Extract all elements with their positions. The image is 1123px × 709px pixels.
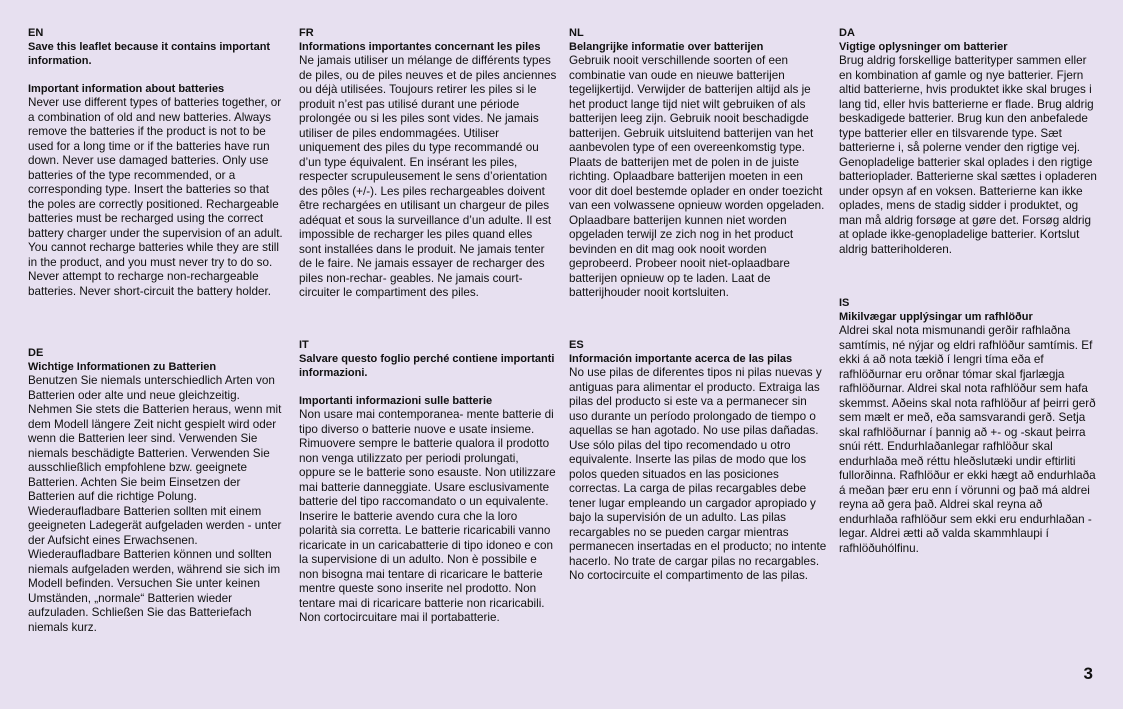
page-number: 3 — [1083, 664, 1093, 683]
body-text-nl: Gebruik nooit verschillende soorten of een combinatie van oude en nieuwe batterijen tegelijkertijd. Verwijder de batterijen altijd als je het product lange tijd niet wilt gebruiken of als batterijen leeg zijn. Gebruik nooit beschadigde batterijen. Gebruik uitsluitend batterijen van het aanbevolen type of een overeenkomstig type. Plaats de batterijen met de polen in de juiste richting. Oplaadbare batterijen moeten in een voor dit doel bestemde oplader en onder toezicht van een volwassene opnieuw worden opgeladen. Oplaadbare batterijen kunnen niet worden opgeladen terwijl ze zich nog in het product bevinden en dit mag ook nooit worden geprobeerd. Probeer nooit niet-oplaadbare batterijen opnieuw op te laden. Laat de batterijhouder nooit kortsluiten. — [569, 54, 825, 299]
heading-it: Importanti informazioni sulle batterie — [299, 395, 493, 407]
body-text-fr: Ne jamais utiliser un mélange de différents types de piles, ou de piles neuves et de piles anciennes ou déjà utilisées. Toujours retirer les piles si le produit n’est pas utilisé durant une période prolongée ou si les piles sont vides. Ne jamais utiliser de piles endommagées. Utiliser uniquement des piles du type recommandé ou d’un type équivalent. En insérant les piles, respecter scrupuleusement le sens d’orientation des pôles (+/-). Les piles rechargeables doivent être rechargées en utilisant un chargeur de piles adéquat et sous la surveillance d’un adulte. Il est impossible de recharger les piles quand elles sont installées dans le produit. Ne jamais tenter de le faire. Ne jamais essayer de recharger des piles non-rechar- geables. Ne jamais court-circuiter le compartiment des piles. — [299, 54, 557, 299]
language-code-it: IT — [299, 339, 309, 351]
body-text-da: Brug aldrig forskellige batterityper sammen eller en kombination af gamle og nye batterier. Fjern altid batterierne, hvis produktet ikke skal bruges i lang tid, eller hvis batterierne er flade. Brug aldrig beskadigede batterier. Brug kun den anbefalede type batterier eller en tilsvarende type. Sæt batterierne i, så polerne vender den rigtige vej. Genopladelige batterier skal oplades i den rigtige batterioplader. Batterierne skal sættes i opladeren under opsyn af en voksen. Batterierne kan ikke oplades, mens de stadig sidder i produktet, og man må aldrig forsøge at gøre det. Forsøg aldrig at oplade ikke-genopladelige batterier. Kortslut aldrig batteriholderen. — [839, 54, 1097, 256]
section-it — [299, 338, 557, 626]
heading-is: Mikilvægar upplýsingar um rafhlöður — [839, 311, 1033, 323]
section-is — [839, 296, 1101, 556]
section-es — [569, 338, 827, 584]
body-text-is: Aldrei skal nota mismunandi gerðir rafhlaðna samtímis, né nýjar og eldri rafhlöður samtímis. Ef ekki á að nota tækið í lengri tíma eða ef rafhlöðurnar eru orðnar tómar skal fjarlægja rafhlöðurnar. Aldrei skal nota rafhlöður sem hafa skemmst. Aðeins skal nota rafhlöður af þeirri gerð sem mælt er með, eða samsvarandi gerð. Setja skal rafhlöðurnar í þannig að +- og -skaut þeirra snúi rétt. Endurhlaðanlegar rafhlöður skal endurhlaða með réttu hleðslutæki undir eftirliti fullorðinna. Rafhlöður er ekki hægt að endurhlaða á meðan þær eru enn í vörunni og það má aldrei reyna að gera það. Aldrei skal reyna að endurhlaða rafhlöður sem ekki eru endurhlaðan -legar. Aldrei ætti að valda skammhlaupi í rafhlöðuhólfinu. — [839, 324, 1096, 555]
body-text-en: Never use different types of batteries together, or a combination of old and new batteries. Always remove the batteries if the product is not to be used for a long time or if the batteries have run down. Never use damaged batteries. Only use batteries of the type recommended, or a corresponding type. Insert the batteries so that the poles are correctly positioned. Rechargeable batteries must be recharged using the correct battery charger under the supervision of an adult. You cannot recharge batteries while they are still in the product, and you must never try to do so. Never attempt to recharge non-rechargeable batteries. Never short-circuit the battery holder. — [28, 96, 283, 298]
heading-en: Important information about batteries — [28, 83, 225, 95]
section-da — [839, 26, 1101, 257]
body-text-es: No use pilas de diferentes tipos ni pilas nuevas y antiguas para alimentar el producto. Extraiga las pilas del producto si este va a permanecer sin uso durante un período prolongado de tiempo o aquellas se han agotado. No use pilas dañadas. Use sólo pilas del tipo recomendado u otro equivalente. Inserte las pilas de modo que los polos queden situados en las posiciones correctas. La carga de pilas recargables debe tener lugar empleando un cargador apropiado y bajo la supervisión de un adulto. Las pilas recargables no se pueden cargar mientras permanecen insertadas en el producto; no intente hacerlo. No trate de cargar pilas no recargables. No cortocircuite el compartimento de las pilas. — [569, 366, 827, 582]
column-4 — [839, 26, 1101, 676]
column-1 — [28, 26, 286, 676]
section-fr — [299, 26, 557, 301]
language-code-de: DE — [28, 347, 44, 359]
language-code-da: DA — [839, 27, 855, 39]
section-en — [28, 26, 286, 299]
language-code-en: EN — [28, 27, 44, 39]
language-code-nl: NL — [569, 27, 584, 39]
heading-nl: Belangrijke informatie over batterijen — [569, 41, 764, 53]
heading-es: Información importante acerca de las pilas — [569, 353, 793, 365]
section-de — [28, 346, 286, 635]
body-text-de: Benutzen Sie niemals unterschiedlich Arten von Batterien oder alte und neue gleichzeitig. Nehmen Sie stets die Batterien heraus, wenn mit dem Modell längere Zeit nicht gespielt wird oder wenn die Batterien leer sind. Verwenden Sie niemals beschädigte Batterien. Verwenden Sie ausschließlich empfohlene bzw. geeignete Batterien. Achten Sie beim Einsetzen der Batterien auf die richtige Polung. Wiederaufladbare Batterien sollten mit einem geeigneten Ladegerät aufgeladen werden - unter der Aufsicht eines Erwachsenen. Wiederaufladbare Batterien können und sollten niemals aufgeladen werden, während sie sich im Modell befinden. Versuchen Sie unter keinen Umständen, „normale“ Batterien wieder aufzuladen. Schließen Sie das Batteriefach niemals kurz. — [28, 374, 282, 634]
column-3 — [569, 26, 827, 676]
body-text-it: Non usare mai contemporanea- mente batterie di tipo diverso o batterie nuove e usate insieme. Rimuovere sempre le batterie qualora il prodotto non venga utilizzato per periodi prolungati, oppure se le batterie sono esauste. Non utilizzare mai batterie danneggiate. Usare esclusivamente batterie del tipo raccomandato o un equivalente. Inserire le batterie avendo cura che la loro polarità sia corretta. Le batterie ricaricabili vanno ricaricate in un caricabatterie di tipo idoneo e con la supervisione di un adulto. Non è possibile e non bisogna mai tentare di ricaricare le batterie mentre queste sono inserite nel prodotto. Non tentare mai di ricaricare batterie non ricaricabili. Non cortocircuitare mai il portabatterie. — [299, 408, 556, 624]
section-nl — [569, 26, 827, 301]
language-code-is: IS — [839, 297, 850, 309]
heading-fr: Informations importantes concernant les piles — [299, 41, 541, 53]
intro-text-it: Salvare questo foglio perché contiene importanti informazioni. — [299, 353, 555, 379]
intro-text-en: Save this leaflet because it contains important information. — [28, 41, 271, 67]
language-code-es: ES — [569, 339, 584, 351]
heading-de: Wichtige Informationen zu Batterien — [28, 361, 217, 373]
column-2 — [299, 26, 557, 676]
language-code-fr: FR — [299, 27, 314, 39]
heading-da: Vigtige oplysninger om batterier — [839, 41, 1008, 53]
